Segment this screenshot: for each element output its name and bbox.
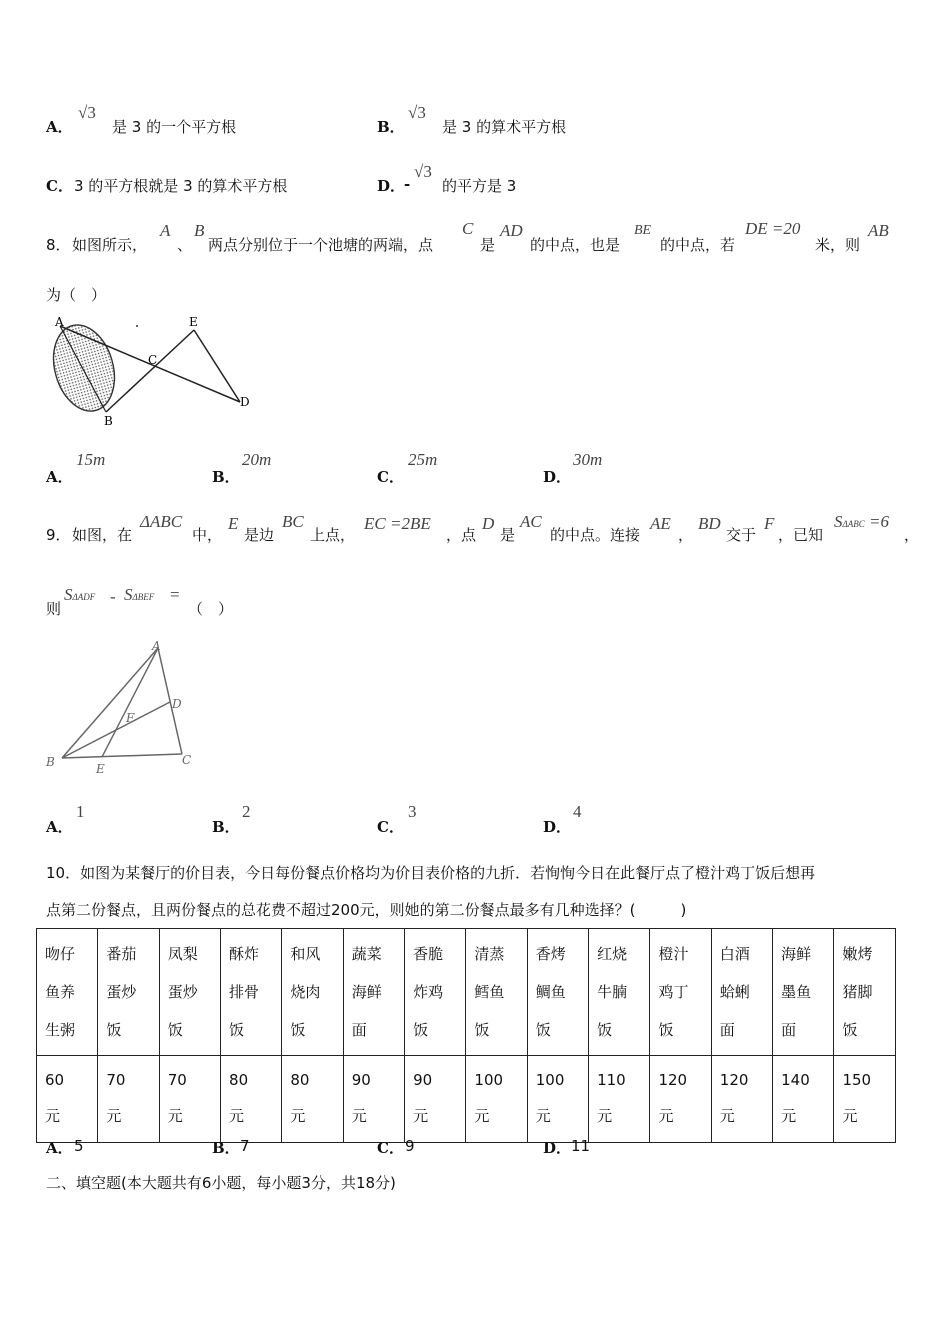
menu-name-part: 海鲜 xyxy=(781,945,812,963)
option-label: B． xyxy=(212,1139,240,1157)
menu-name-part: 鸡丁 xyxy=(658,983,689,1001)
menu-name-part: 饭 xyxy=(842,1021,858,1039)
option-value: 3 xyxy=(408,802,417,821)
menu-price-part: 80 xyxy=(290,1071,310,1089)
menu-item-price xyxy=(282,1056,343,1143)
math-ec: EC =2BE xyxy=(364,514,431,533)
segment-be xyxy=(106,330,194,412)
menu-item-price xyxy=(650,1056,711,1143)
menu-price-part: 元 xyxy=(167,1107,183,1125)
menu-name-part: 清蒸 xyxy=(474,945,505,963)
question-text: 的中点。连接 xyxy=(550,526,641,544)
menu-name-part: 红烧 xyxy=(597,945,628,963)
math-be: BE xyxy=(634,223,652,238)
question-text: 、 xyxy=(177,236,193,254)
menu-name-part: 蛋炒 xyxy=(106,983,137,1001)
math-area-bef: SΔBEF xyxy=(124,585,155,604)
minus-sign: - xyxy=(404,175,411,193)
menu-name-part: 饭 xyxy=(167,1021,183,1039)
math-triangle: ΔABC xyxy=(140,512,183,531)
segment-bd xyxy=(62,702,170,758)
option-text: 3 的平方根就是 3 的算术平方根 xyxy=(74,177,288,195)
menu-item-name xyxy=(221,929,282,1056)
menu-item-name xyxy=(466,929,527,1056)
menu-item-name xyxy=(98,929,159,1056)
menu-item-name xyxy=(527,929,588,1056)
menu-price-part: 元 xyxy=(45,1107,61,1125)
menu-price-part: 元 xyxy=(597,1107,613,1125)
option-value: 4 xyxy=(573,802,582,821)
menu-name-part: 鲷鱼 xyxy=(535,983,566,1001)
answer-blank: （ ） xyxy=(188,600,234,618)
option-value: 15m xyxy=(76,450,106,469)
question-text: 为（ ） xyxy=(46,286,107,304)
menu-name-part: 炸鸡 xyxy=(413,983,444,1001)
menu-item-price xyxy=(589,1056,650,1143)
menu-name-part: 面 xyxy=(351,1021,367,1039)
menu-price-part: 150 xyxy=(842,1071,872,1089)
option-label: D． xyxy=(543,1139,572,1157)
math-ac: AC xyxy=(520,512,542,531)
menu-price-part: 90 xyxy=(351,1071,371,1089)
option-text: 是 3 的算术平方根 xyxy=(442,118,567,136)
menu-name-part: 酥炸 xyxy=(229,945,260,963)
menu-price-part: 110 xyxy=(597,1071,626,1089)
question-text: ，点 xyxy=(446,526,477,544)
question-text: 的中点，若 xyxy=(660,236,736,254)
menu-item-price xyxy=(159,1056,220,1143)
menu-name-part: 饭 xyxy=(290,1021,306,1039)
menu-name-part: 排骨 xyxy=(229,983,260,1001)
menu-price-part: 80 xyxy=(229,1071,249,1089)
option-label: B． xyxy=(212,468,240,486)
label-e: E xyxy=(96,762,105,776)
section-heading: 二、填空题(本大题共有6小题，每小题3分，共18分) xyxy=(46,1174,396,1192)
menu-name-part: 香烤 xyxy=(535,945,566,963)
menu-price-part: 70 xyxy=(106,1071,126,1089)
menu-item-price xyxy=(711,1056,772,1143)
question-10-line2: 点第二份餐点，且两份餐点的总花费不超过200元，则她的第二份餐点最多有几种选择？( ) xyxy=(46,901,687,919)
menu-name-part: 和风 xyxy=(290,945,321,963)
menu-name-part: 吻仔 xyxy=(45,945,76,963)
option-label: A． xyxy=(46,818,73,836)
menu-price-part: 100 xyxy=(474,1071,504,1089)
question-number: 9． xyxy=(46,526,71,544)
menu-name-part: 凤梨 xyxy=(167,945,198,963)
sqrt3: √3 xyxy=(414,162,432,181)
question-text: 交于 xyxy=(726,526,757,544)
menu-item-price xyxy=(773,1056,834,1143)
menu-name-part: 白酒 xyxy=(719,945,750,963)
price-table xyxy=(36,928,896,1143)
menu-price-part: 90 xyxy=(413,1071,433,1089)
label-e: E xyxy=(189,315,198,329)
menu-name-part: 饭 xyxy=(658,1021,674,1039)
menu-prices-row xyxy=(37,1056,896,1143)
math-de: DE =20 xyxy=(745,219,801,238)
label-c: C xyxy=(148,353,158,367)
pond-ellipse xyxy=(44,318,124,419)
menu-name-part: 嫩烤 xyxy=(842,945,873,963)
question-text: 如图所示， xyxy=(72,236,148,254)
menu-name-part: 番茄 xyxy=(106,945,137,963)
math-e: E xyxy=(228,514,239,533)
question-text: 米，则 xyxy=(815,236,861,254)
menu-price-part: 元 xyxy=(229,1107,245,1125)
question-text: 中， xyxy=(192,526,223,544)
menu-price-part: 60 xyxy=(45,1071,65,1089)
math-ae: AE xyxy=(650,514,671,533)
menu-name-part: 海鲜 xyxy=(351,983,382,1001)
option-text: 的平方是 3 xyxy=(442,177,517,195)
option-label: C． xyxy=(377,468,404,486)
option-label: D． xyxy=(377,177,406,195)
menu-item-price xyxy=(343,1056,404,1143)
menu-name-part: 生粥 xyxy=(45,1021,76,1039)
menu-name-part: 烧肉 xyxy=(290,983,321,1001)
math-d: D xyxy=(482,514,495,533)
triangle-figure xyxy=(40,636,206,778)
menu-name-part: 墨鱼 xyxy=(781,983,812,1001)
menu-item-name xyxy=(589,929,650,1056)
option-value: 9 xyxy=(405,1137,415,1155)
option-value: 2 xyxy=(242,802,251,821)
segment-ed xyxy=(194,330,240,402)
sqrt3: √3 xyxy=(78,103,96,122)
pond-figure xyxy=(44,312,266,430)
question-text: 的中点，也是 xyxy=(530,236,621,254)
menu-name-part: 饭 xyxy=(413,1021,429,1039)
question-text: 是 xyxy=(480,236,496,254)
menu-item-price xyxy=(98,1056,159,1143)
minus-sign: - xyxy=(110,587,116,606)
option-label: B． xyxy=(212,818,240,836)
option-value: 25m xyxy=(408,450,438,469)
menu-price-part: 120 xyxy=(719,1071,749,1089)
option-label: A． xyxy=(46,1139,73,1157)
math-ab: AB xyxy=(868,221,889,240)
menu-price-part: 元 xyxy=(842,1107,858,1125)
math-a: A xyxy=(160,221,171,240)
side-bc xyxy=(62,754,182,758)
menu-name-part: 蛤蜊 xyxy=(719,983,750,1001)
menu-item-name xyxy=(37,929,98,1056)
menu-item-name xyxy=(282,929,343,1056)
menu-price-part: 70 xyxy=(167,1071,187,1089)
menu-price-part: 元 xyxy=(781,1107,797,1125)
option-label: C． xyxy=(377,1139,404,1157)
question-text: ， xyxy=(904,526,920,544)
menu-item-name xyxy=(405,929,466,1056)
menu-item-name xyxy=(159,929,220,1056)
menu-price-part: 140 xyxy=(781,1071,810,1089)
menu-name-part: 面 xyxy=(719,1021,735,1039)
option-value: 7 xyxy=(240,1137,250,1155)
option-label: C． xyxy=(46,177,73,195)
menu-name-part: 鱼养 xyxy=(45,983,76,1001)
question-text: 则 xyxy=(46,600,62,618)
menu-item-name xyxy=(343,929,404,1056)
math-area-adf: SΔADF xyxy=(64,585,96,604)
menu-name-part: 猪脚 xyxy=(842,983,873,1001)
menu-price-part: 元 xyxy=(474,1107,490,1125)
menu-item-price xyxy=(37,1056,98,1143)
menu-price-part: 120 xyxy=(658,1071,688,1089)
menu-price-part: 元 xyxy=(290,1107,306,1125)
question-text: ，已知 xyxy=(778,526,824,544)
menu-item-price xyxy=(527,1056,588,1143)
menu-price-part: 元 xyxy=(535,1107,551,1125)
option-value: 1 xyxy=(76,802,85,821)
menu-name-part: 蛋炒 xyxy=(167,983,198,1001)
option-value: 20m xyxy=(242,450,272,469)
menu-name-part: 蔬菜 xyxy=(351,945,382,963)
menu-price-part: 元 xyxy=(351,1107,367,1125)
menu-item-price xyxy=(834,1056,896,1143)
question-text: 如图，在 xyxy=(72,526,133,544)
menu-name-part: 牛腩 xyxy=(597,983,628,1001)
label-b: B xyxy=(46,755,55,769)
question-text: 是 xyxy=(500,526,516,544)
option-text: 是 3 的一个平方根 xyxy=(112,118,237,136)
label-d: D xyxy=(240,395,250,409)
menu-name-part: 香脆 xyxy=(413,945,444,963)
menu-price-part: 元 xyxy=(413,1107,429,1125)
menu-name-part: 饭 xyxy=(106,1021,122,1039)
question-text: 是边 xyxy=(244,526,275,544)
menu-price-part: 元 xyxy=(719,1107,735,1125)
menu-item-price xyxy=(221,1056,282,1143)
menu-item-name xyxy=(834,929,896,1056)
menu-name-part: 饭 xyxy=(229,1021,245,1039)
option-value: 11 xyxy=(571,1137,591,1155)
option-label: C． xyxy=(377,818,404,836)
question-number: 8． xyxy=(46,236,71,254)
menu-item-name xyxy=(773,929,834,1056)
menu-name-part: 饭 xyxy=(597,1021,613,1039)
math-b: B xyxy=(194,221,205,240)
label-d: D xyxy=(172,697,182,711)
math-ad: AD xyxy=(500,221,523,240)
option-label: A． xyxy=(46,468,73,486)
option-label: D． xyxy=(543,818,572,836)
menu-name-part: 面 xyxy=(781,1021,797,1039)
question-text: ， xyxy=(678,526,694,544)
math-f: F xyxy=(764,514,775,533)
question-10-line1: 10．如图为某餐厅的价目表，今日每份餐点价格均为价目表价格的九折．若恂恂今日在此餐厅点了橙汁鸡丁饭后想再 xyxy=(46,864,816,882)
menu-name-part: 橙汁 xyxy=(658,945,689,963)
menu-names-row xyxy=(37,929,896,1056)
label-a: A xyxy=(152,639,161,653)
label-f: F xyxy=(126,711,135,725)
menu-price-part: 元 xyxy=(658,1107,674,1125)
option-label: D． xyxy=(543,468,572,486)
math-bc: BC xyxy=(282,512,304,531)
menu-item-price xyxy=(466,1056,527,1143)
menu-item-name xyxy=(650,929,711,1056)
option-label: A． xyxy=(46,118,73,136)
menu-item-name xyxy=(711,929,772,1056)
menu-price-part: 100 xyxy=(535,1071,565,1089)
sqrt3: √3 xyxy=(408,103,426,122)
option-value: 5 xyxy=(74,1137,84,1155)
math-area-abc: SΔABC =6 xyxy=(834,512,890,531)
option-label: B． xyxy=(377,118,405,136)
menu-item-price xyxy=(405,1056,466,1143)
label-b: B xyxy=(104,414,113,428)
math-bd: BD xyxy=(698,514,721,533)
option-value: 30m xyxy=(573,450,603,469)
menu-name-part: 饭 xyxy=(535,1021,551,1039)
question-text: 上点， xyxy=(310,526,356,544)
label-c: C xyxy=(182,753,192,767)
equals-sign: = xyxy=(170,585,180,604)
menu-name-part: 鳕鱼 xyxy=(474,983,505,1001)
menu-price-part: 元 xyxy=(106,1107,122,1125)
menu-name-part: 饭 xyxy=(474,1021,490,1039)
question-text: 两点分别位于一个池塘的两端，点 xyxy=(208,236,434,254)
math-c: C xyxy=(462,219,474,238)
label-a: A xyxy=(55,315,64,329)
